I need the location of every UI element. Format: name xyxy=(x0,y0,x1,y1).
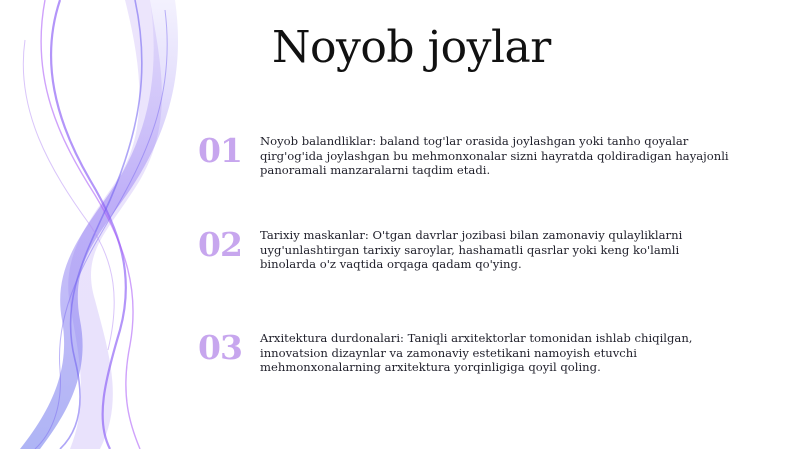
item-number: 01 xyxy=(198,131,242,170)
decorative-smoke-ribbon xyxy=(0,0,200,449)
item-text: Tarixiy maskanlar: O'tgan davrlar jozibasi bilan zamonaviy qulayliklarni uyg'unlashtirgan tarixiy saroylar, hashamatli qasrlar yoki keng ko'lamli binolarda o'z vaqtida orqaga qadam qo'ying. xyxy=(260,228,683,272)
item-number: 02 xyxy=(198,225,242,264)
item-text: Arxitektura durdonalari: Taniqli arxitektorlar tomonidan ishlab chiqilgan, innovatsion dizaynlar va zamonaviy estetikani namoyish etuvchi mehmonxonalarning arxitektura yorqinligiga qoyil qoling. xyxy=(260,331,693,375)
item-text: Noyob balandliklar: baland tog'lar orasida joylashgan yoki tanho qoyalar qirg'og'ida joylashgan bu mehmonxonalar sizni hayratda qoldiradigan hayajonli panoramali manzaralarni taqdim etadi. xyxy=(260,134,729,178)
page-title: Noyob joylar xyxy=(272,22,551,73)
item-number: 03 xyxy=(198,328,242,367)
